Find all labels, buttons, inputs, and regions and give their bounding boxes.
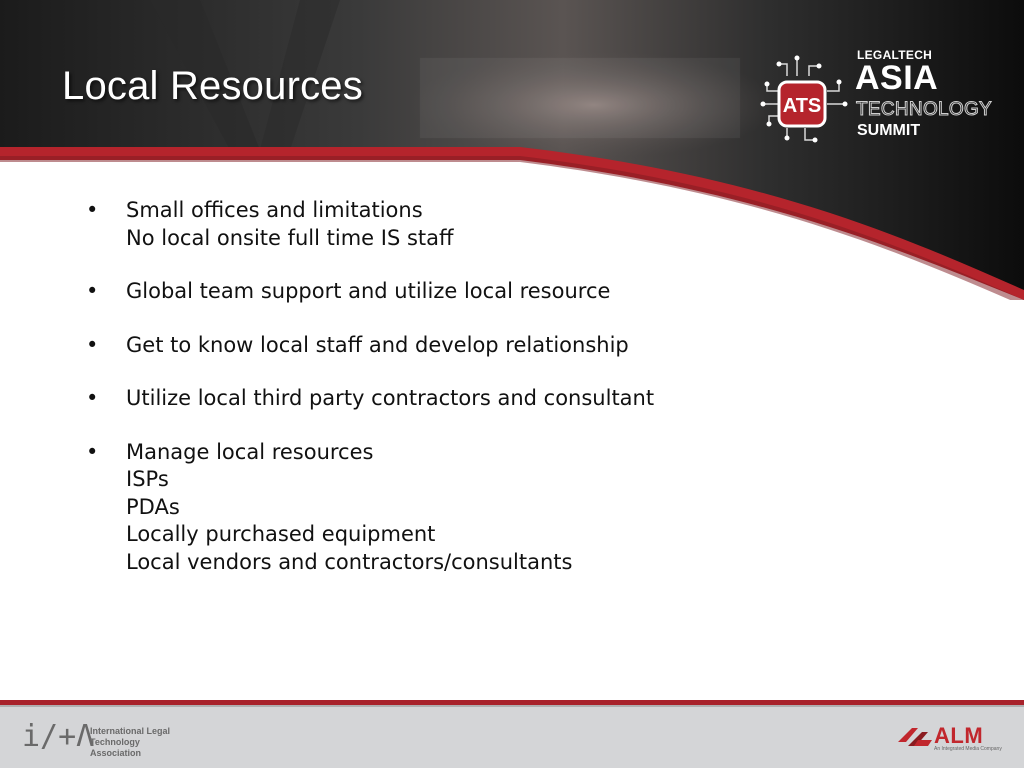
legaltech-asia-logo: [757, 46, 1007, 146]
bullet-dot: •: [86, 386, 99, 410]
footer-divider: [0, 705, 1024, 707]
bullet-line: Global team support and utilize local resource: [126, 279, 611, 303]
circuit-badge-icon: [757, 46, 853, 146]
bullet-list: [86, 197, 886, 602]
bullet-line: Get to know local staff and develop relationship: [126, 332, 629, 357]
badge-text: ATS: [782, 95, 822, 117]
iltap-name-line2: Technology Association: [90, 737, 142, 758]
bullet-line: Small offices and limitations: [126, 198, 423, 222]
bullet-dot: •: [86, 439, 99, 464]
logo-technology: TECHNOLOGY: [856, 99, 993, 120]
bullet-subline: Locally purchased equipment: [126, 522, 436, 546]
bullet-dot: •: [86, 198, 99, 222]
bullet-item: [86, 197, 886, 252]
bullet-subline: PDAs: [126, 494, 180, 519]
iltap-name-line1: International Legal: [90, 726, 171, 736]
bullet-subline: ISPs: [126, 467, 169, 491]
iltap-logo: [22, 720, 182, 760]
bullet-subline: No local onsite full time IS staff: [126, 225, 454, 250]
iltap-name: [90, 726, 190, 759]
bullet-item: [86, 385, 886, 413]
bullet-dot: •: [86, 279, 99, 303]
alm-name: ALM: [934, 723, 984, 748]
logo-summit: SUMMIT: [857, 122, 921, 139]
logo-legaltech: LEGALTECH: [857, 48, 933, 62]
bullet-line: Utilize local third party contractors and consultant: [126, 386, 655, 410]
iltap-mark-icon: i/+Λ: [22, 719, 95, 754]
bullet-subline: Local vendors and contractors/consultants: [126, 549, 573, 574]
alm-logo: [898, 722, 1008, 754]
alm-chevron-icon: [898, 726, 934, 748]
slide-title: Local Resources: [62, 64, 363, 108]
bullet-item: [86, 278, 886, 306]
bullet-dot: •: [86, 332, 99, 357]
bullet-line: Manage local resources: [126, 439, 374, 464]
logo-asia: ASIA: [855, 59, 939, 97]
bullet-item: [86, 439, 886, 577]
alm-tagline: An Integrated Media Company: [934, 746, 1002, 752]
bullet-item: [86, 332, 886, 360]
